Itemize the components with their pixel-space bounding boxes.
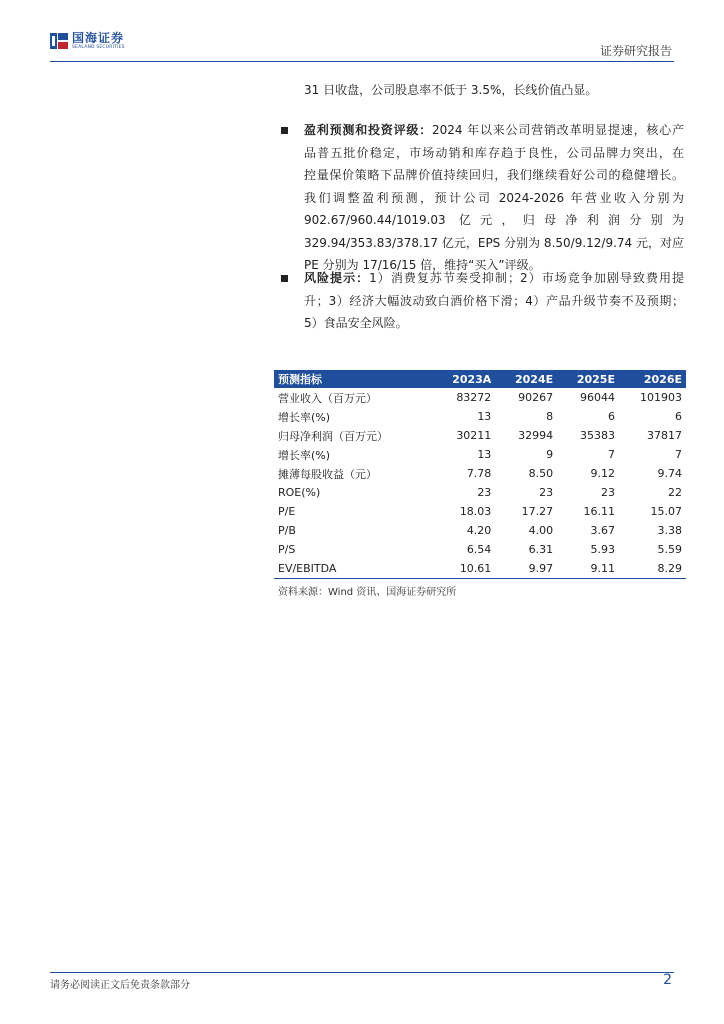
table-cell: 35383 bbox=[579, 429, 615, 442]
forecast-table bbox=[274, 370, 686, 579]
row-label: 增长率(%) bbox=[278, 410, 331, 424]
table-cell: 4.20 bbox=[466, 524, 492, 537]
forecast-line-2: 品普五批价稳定，市场动销和库存趋于良性，公司品牌力突出，在 bbox=[304, 145, 684, 160]
table-cell: 101903 bbox=[640, 391, 682, 404]
table-cell: 83272 bbox=[456, 391, 492, 404]
table-source-note: 资料来源：Wind 资讯、国海证券研究所 bbox=[278, 587, 457, 598]
bullet-square bbox=[281, 127, 288, 134]
table-cell: 15.07 bbox=[650, 505, 682, 518]
footer-disclaimer: 请务必阅读正文后免责条款部分 bbox=[50, 980, 190, 991]
row-label: 营业收入（百万元） bbox=[278, 391, 377, 405]
row-label: 摊薄每股收益（元） bbox=[278, 467, 377, 481]
table-cell: 13 bbox=[477, 410, 492, 423]
forecast-line-3: 控量保价策略下品牌价值持续回归，我们继续看好公司的稳健增长。 bbox=[304, 168, 684, 182]
forecast-line-1: 盈利预测和投资评级：2024 年以来公司营销改革明显提速，核心产 bbox=[304, 123, 684, 137]
row-label: P/B bbox=[278, 524, 296, 537]
table-cell: 30211 bbox=[456, 429, 492, 442]
table-row bbox=[274, 521, 686, 540]
forecast-line-5: 902.67/960.44/1019.03 亿元，归母净利润分别为 bbox=[304, 213, 684, 227]
page-number: 2 bbox=[663, 972, 672, 988]
forecast-line-4: 我们调整盈利预测，预计公司 2024-2026 年营业收入分别为 bbox=[304, 190, 684, 205]
table-cell: 9.11 bbox=[557, 559, 619, 579]
logo-text-cn: 国海证券 bbox=[72, 31, 125, 45]
table-row bbox=[274, 540, 686, 559]
table-header-row bbox=[274, 370, 686, 388]
table-cell: 3.38 bbox=[657, 524, 682, 537]
header-cell: 2023A bbox=[432, 370, 495, 388]
table-cell: 7 bbox=[607, 448, 615, 461]
header-cell: 2024E bbox=[495, 370, 557, 388]
row-label: P/E bbox=[278, 505, 296, 518]
table-cell: 10.61 bbox=[432, 559, 495, 579]
risk-label: 风险提示： bbox=[304, 271, 370, 285]
table-row bbox=[274, 407, 686, 426]
table-cell: 23 bbox=[600, 486, 615, 499]
intro-line: 31 日收盘，公司股息率不低于 3.5%，长线价值凸显。 bbox=[304, 83, 598, 97]
row-label: ROE(%) bbox=[278, 486, 321, 499]
logo-text-en: SEALAND SECURITIES bbox=[72, 45, 125, 50]
table-cell: 9.74 bbox=[657, 467, 682, 480]
header-cell: 2026E bbox=[619, 370, 686, 388]
table-cell: 32994 bbox=[518, 429, 554, 442]
row-label: 增长率(%) bbox=[278, 448, 331, 462]
table-cell: 6.54 bbox=[466, 543, 492, 556]
table-cell: 96044 bbox=[579, 391, 615, 404]
table-cell: 23 bbox=[539, 486, 554, 499]
row-label: P/S bbox=[278, 543, 296, 556]
risk-line-2: 升；3）经济大幅波动致白酒价格下滑；4）产品升级节奏不及预期； bbox=[304, 293, 684, 308]
table-cell: 7 bbox=[675, 448, 682, 461]
table-cell: 5.93 bbox=[590, 543, 615, 556]
risk-paragraph bbox=[304, 267, 684, 335]
forecast-line-7: PE 分别为 17/16/15 倍，维持“买入”评级。 bbox=[304, 258, 541, 272]
table-cell: 8.50 bbox=[528, 467, 554, 480]
row-label: 归母净利润（百万元） bbox=[278, 429, 388, 443]
table-cell: 8 bbox=[546, 410, 554, 423]
table-cell: 8.29 bbox=[619, 559, 686, 579]
footer-divider bbox=[50, 972, 674, 973]
table-cell: 37817 bbox=[647, 429, 682, 442]
header-divider bbox=[50, 61, 674, 62]
table-row bbox=[274, 483, 686, 502]
report-type-label: 证券研究报告 bbox=[599, 44, 672, 58]
table-row bbox=[274, 502, 686, 521]
table-row bbox=[274, 464, 686, 483]
bullet-square bbox=[281, 275, 288, 282]
forecast-paragraph bbox=[304, 119, 684, 277]
header-cell: 2025E bbox=[557, 370, 619, 388]
risk-line-3: 5）食品安全风险。 bbox=[304, 316, 408, 330]
table-cell: 18.03 bbox=[459, 505, 492, 518]
table-cell: 5.59 bbox=[657, 543, 682, 556]
table-cell: 9 bbox=[546, 448, 554, 461]
company-logo bbox=[50, 32, 125, 51]
table-cell: 16.11 bbox=[583, 505, 615, 518]
row-label: EV/EBITDA bbox=[274, 559, 432, 579]
table-row bbox=[274, 445, 686, 464]
table-row bbox=[274, 426, 686, 445]
table-cell: 6 bbox=[675, 410, 682, 423]
table-row bbox=[274, 559, 686, 579]
table-cell: 9.12 bbox=[590, 467, 615, 480]
table-cell: 9.97 bbox=[495, 559, 557, 579]
table-cell: 13 bbox=[477, 448, 492, 461]
table-cell: 6 bbox=[607, 410, 615, 423]
table-cell: 7.78 bbox=[466, 467, 492, 480]
table-cell: 6.31 bbox=[528, 543, 554, 556]
table-cell: 17.27 bbox=[521, 505, 554, 518]
table-row bbox=[274, 388, 686, 407]
forecast-label: 盈利预测和投资评级： bbox=[304, 123, 433, 137]
header-cell: 预测指标 bbox=[274, 370, 432, 388]
risk-line-1: 风险提示：1）消费复苏节奏受抑制；2）市场竞争加剧导致费用提 bbox=[304, 271, 684, 285]
table-cell: 22 bbox=[668, 486, 682, 499]
logo-mark-icon bbox=[50, 32, 68, 50]
table-cell: 90267 bbox=[518, 391, 554, 404]
table-cell: 3.67 bbox=[590, 524, 615, 537]
forecast-line-6: 329.94/353.83/378.17 亿元，EPS 分别为 8.50/9.12/9.74 元，对应 bbox=[304, 235, 684, 250]
table-cell: 4.00 bbox=[528, 524, 554, 537]
table-cell: 23 bbox=[477, 486, 492, 499]
